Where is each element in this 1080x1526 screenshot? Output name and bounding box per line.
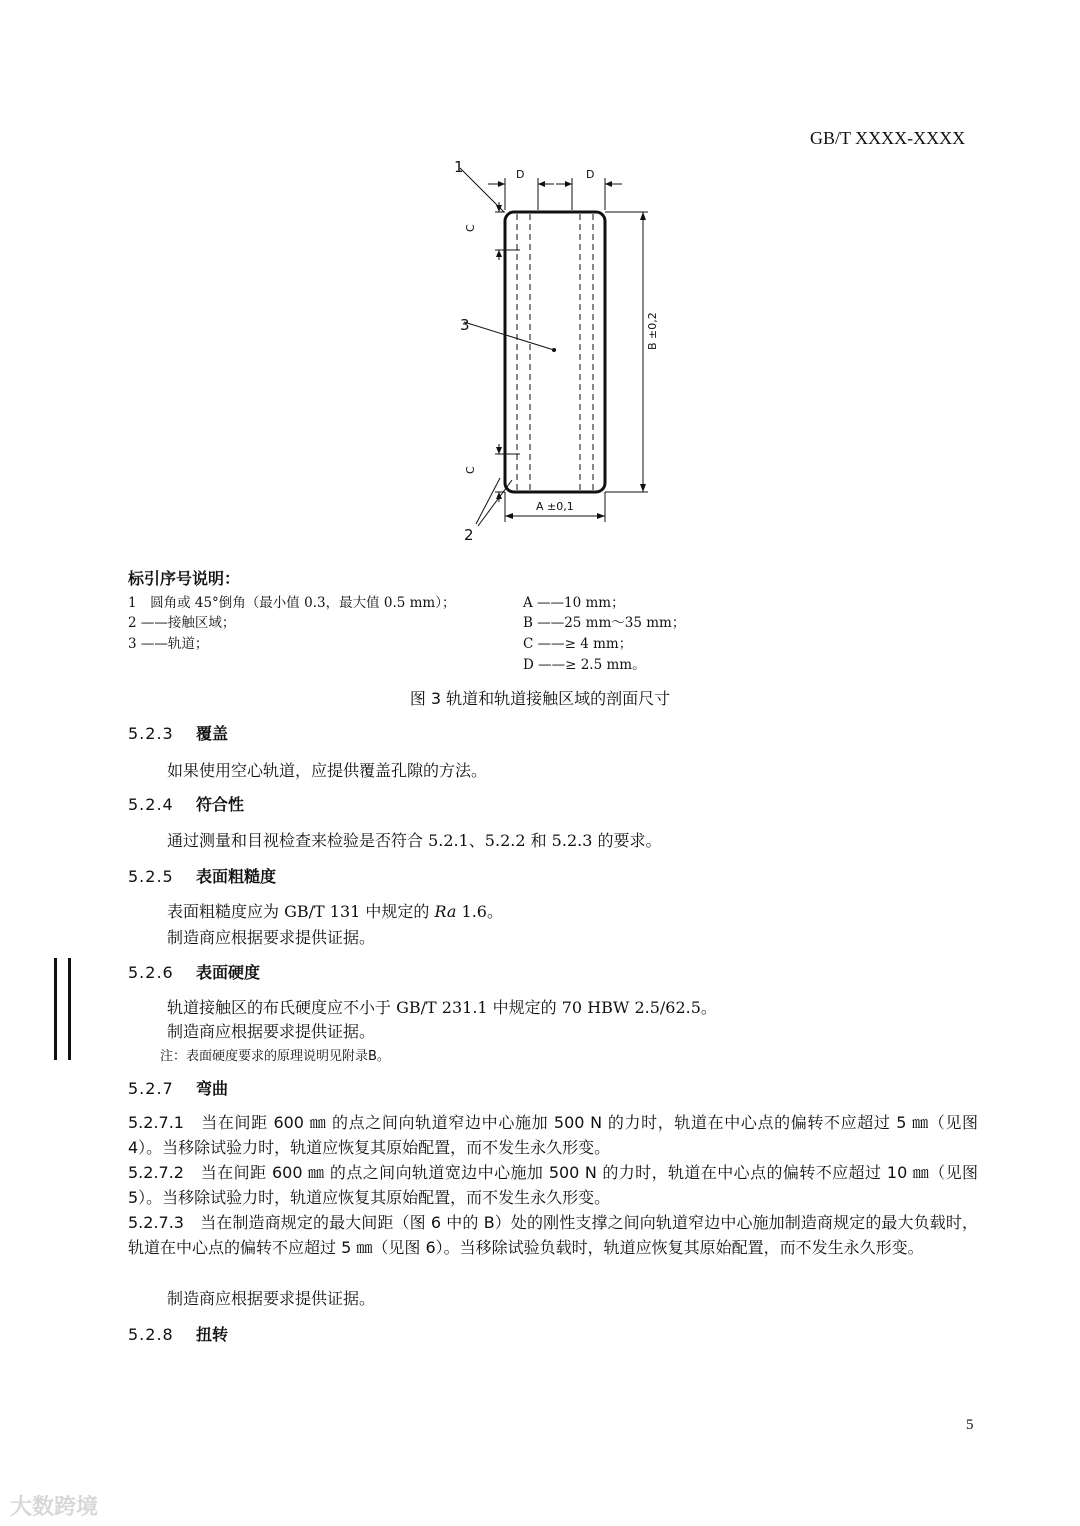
- figure-caption: 图 3 轨道和轨道接触区域的剖面尺寸: [409, 689, 671, 708]
- label-b: B ±0,2: [646, 312, 659, 350]
- legend-right-c: C ——≥ 4 mm；: [523, 636, 633, 652]
- para-5-2-6-2: 制造商应根据要求提供证据。: [167, 1022, 376, 1041]
- legend-right-d: D ——≥ 2.5 mm。: [523, 657, 646, 673]
- para-5-2-3: 如果使用空心轨道，应提供覆盖孔隙的方法。: [167, 761, 488, 780]
- label-c1: C: [464, 224, 477, 232]
- rail-outline: [505, 212, 605, 492]
- para-5-2-4: 通过测量和目视检查来检验是否符合 5.2.1、5.2.2 和 5.2.3 的要求。: [167, 831, 662, 850]
- clause-5-2-7-3: 5.2.7.3 当在制造商规定的最大间距（图 6 中的 B）处的刚性支撑之间向轨道窄边中心施加制造商规定的最大负载时，轨道在中心点的偏转不应超过 5 ㎜（见图 6）。当移除试验负载时，轨道应恢复其原始配置，而不发生永久形变。: [128, 1213, 978, 1257]
- label-d1: D: [516, 168, 525, 181]
- legend-left-2: 2 ——接触区域；: [128, 615, 236, 631]
- label-d2: D: [586, 168, 595, 181]
- legend-right-b: B ——25 mm～35 mm；: [523, 615, 686, 631]
- para-5-2-5-1: 表面粗糙度应为 GB/T 131 中规定的 Ra 1.6。: [167, 902, 503, 921]
- para-5-2-7-evidence: 制造商应根据要求提供证据。: [167, 1289, 376, 1308]
- figure-3-rail-cross-section: [450, 150, 670, 550]
- standard-number: GB/T XXXX-XXXX: [810, 128, 966, 148]
- legend-title: 标引序号说明：: [128, 569, 241, 588]
- clause-5-2-7-1: 5.2.7.1 当在间距 600 ㎜ 的点之间向轨道窄边中心施加 500 N 的力时，轨道在中心点的偏转不应超过 5 ㎜（见图 4）。当移除试验力时，轨道应恢复其原始配置，而不发生永久形变。: [128, 1113, 978, 1157]
- legend-left-1: 1 圆角或 45°倒角（最小值 0.3，最大值 0.5 mm）；: [128, 595, 456, 611]
- para-5-2-5-2: 制造商应根据要求提供证据。: [167, 928, 376, 947]
- label-a: A ±0,1: [536, 500, 574, 513]
- label-n1: 1: [454, 158, 464, 176]
- heading-5-2-7: 5.2.7 弯曲: [128, 1079, 229, 1098]
- label-n2: 2: [464, 526, 474, 544]
- legend-left-3: 3 ——轨道；: [128, 636, 209, 652]
- page-number: 5: [966, 1417, 974, 1433]
- heading-5-2-6: 5.2.6 表面硬度: [128, 963, 261, 982]
- para-5-2-6-1: 轨道接触区的布氏硬度应不小于 GB/T 231.1 中规定的 70 HBW 2.5/62.5。: [167, 998, 717, 1017]
- heading-5-2-3: 5.2.3 覆盖: [128, 724, 229, 743]
- note-5-2-6: 注：表面硬度要求的原理说明见附录B。: [160, 1049, 390, 1064]
- heading-5-2-8: 5.2.8 扭转: [128, 1325, 229, 1344]
- change-bar-right: [68, 958, 71, 1060]
- heading-5-2-5: 5.2.5 表面粗糙度: [128, 867, 277, 886]
- change-bar-left: [54, 958, 57, 1060]
- clause-5-2-7-2: 5.2.7.2 当在间距 600 ㎜ 的点之间向轨道宽边中心施加 500 N 的力时，轨道在中心点的偏转不应超过 10 ㎜（见图 5）。当移除试验力时，轨道应恢复其原始配置，而不发生永久形变。: [128, 1163, 978, 1207]
- label-c2: C: [464, 466, 477, 474]
- legend-right-a: A ——10 mm；: [523, 595, 625, 611]
- heading-5-2-4: 5.2.4 符合性: [128, 795, 245, 814]
- watermark: 大数跨境: [10, 1495, 99, 1520]
- label-n3: 3: [460, 316, 470, 334]
